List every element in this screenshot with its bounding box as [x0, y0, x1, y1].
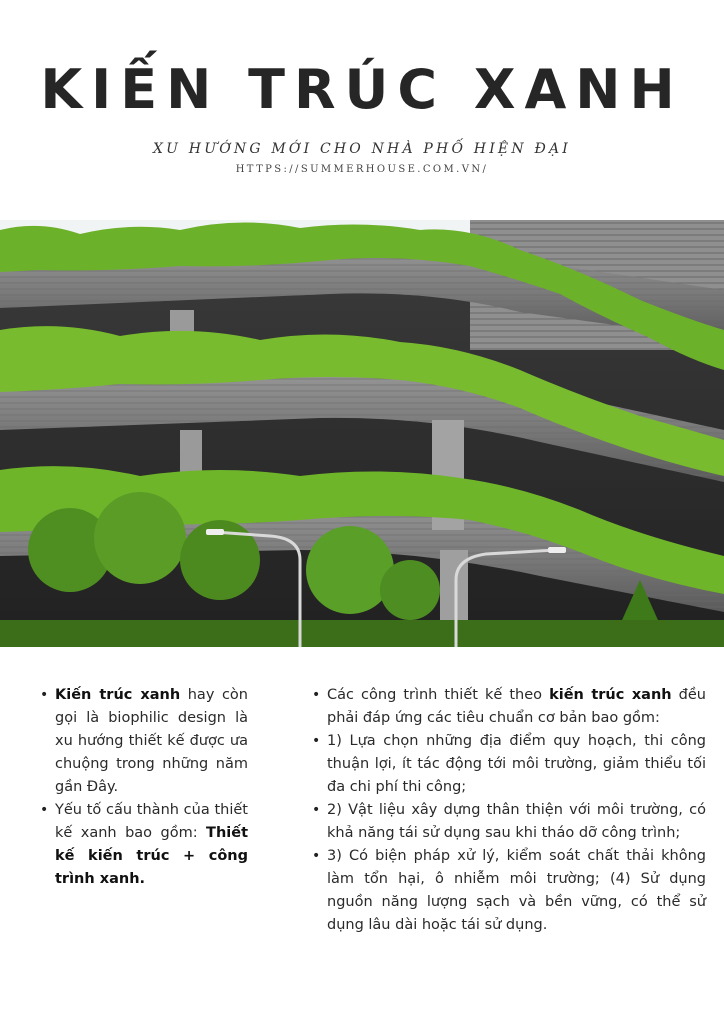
- list-item: • 3) Có biện pháp xử lý, kiểm soát chất thải không làm tổn hại, ô nhiễm môi trường; (4) Sử dụng nguồn năng lượng sạch và bền vững, có thể sử dụng lâu dài hoặc tái sử dụng.: [327, 845, 706, 937]
- item-text: Yếu tố cấu thành của thiết kế xanh bao gồm:: [55, 802, 248, 841]
- bold-text: kiến trúc xanh: [549, 687, 672, 703]
- left-column: [36, 684, 248, 891]
- website-url: HTTPS://SUMMERHOUSE.COM.VN/: [235, 164, 489, 175]
- bold-text: Thiết kế kiến trúc + công trình xanh.: [55, 825, 248, 887]
- left-bullet-list: [36, 684, 248, 891]
- bold-text: Kiến trúc xanh: [55, 687, 181, 703]
- list-item: [55, 684, 248, 799]
- page-subtitle: XU HƯỚNG MỚI CHO NHÀ PHỐ HIỆN ĐẠI: [152, 141, 571, 157]
- page-title: KIẾN TRÚC XANH: [40, 58, 684, 121]
- list-item: • 1) Lựa chọn những địa điểm quy hoạch, thi công thuận lợi, ít tác động tới môi trường, giảm thiểu tối đa chi phí thi công;: [327, 730, 706, 799]
- right-column: [308, 684, 706, 937]
- right-bullet-list: [308, 684, 706, 937]
- list-item: [55, 799, 248, 891]
- list-item: [327, 684, 706, 730]
- item-text: đều phải đáp ứng các tiêu chuẩn cơ bản bao gồm:: [327, 687, 706, 726]
- item-text: hay còn gọi là biophilic design là xu hướng thiết kế được ưa chuộng trong những năm gần Đây.: [55, 687, 248, 795]
- list-item: • 2) Vật liệu xây dựng thân thiện với môi trường, có khả năng tái sử dụng sau khi tháo dỡ công trình;: [327, 799, 706, 845]
- building-with-greenery-photo: [0, 220, 724, 647]
- item-text: Các công trình thiết kế theo: [327, 687, 550, 703]
